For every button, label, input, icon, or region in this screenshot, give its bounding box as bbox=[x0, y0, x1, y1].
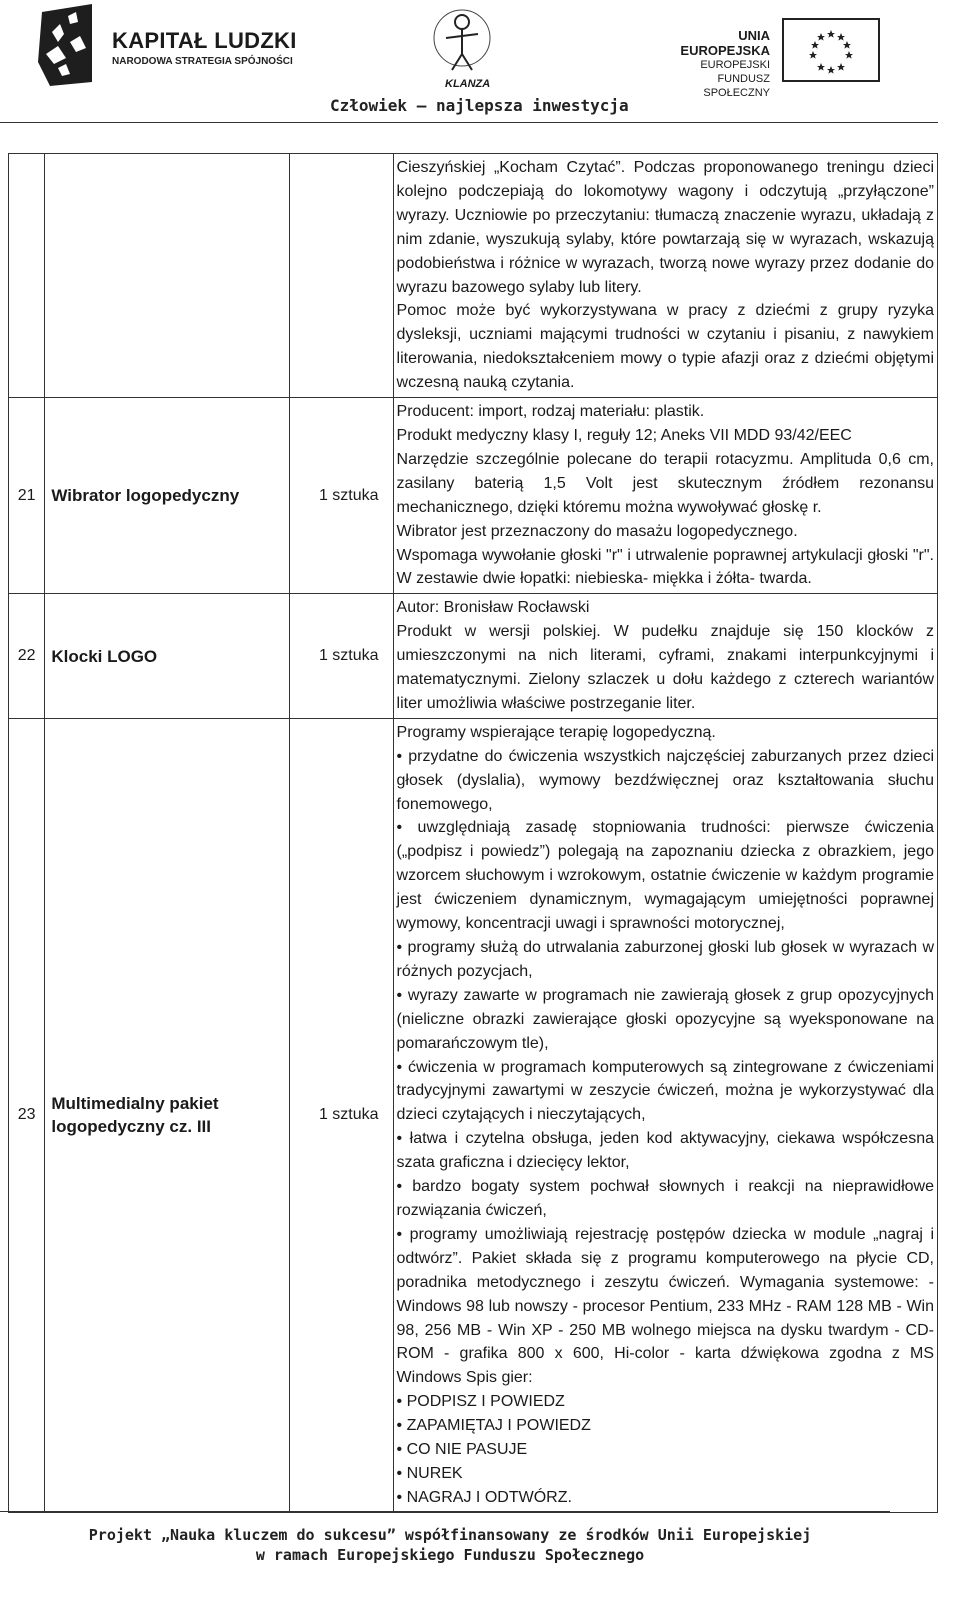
klanza-label: KLANZA bbox=[445, 78, 491, 90]
item-quantity: 1 sztuka bbox=[290, 594, 393, 719]
eu-subtitle-1: EUROPEJSKI bbox=[700, 59, 770, 71]
description-paragraph: • programy umożliwiają rejestrację postępów dziecka w module „nagraj i odtwórz”. Pakiet składa się z programu komputerowego na płycie CD, poradnika metodycznego i zeszytu ćwiczeń. Wymagania systemowe: - Windows 98 lub nowszy - procesor Pentium, 233 MHz - RAM 128 MB - Win 98, 256 MB - Win XP - 250 MB wolnego miejsca na dysku twardym - CD-ROM - grafika 800 x 600, Hi-color - karta dźwiękowa zgodna z MS Windows Spis gier: bbox=[396, 1225, 934, 1387]
description-paragraph: Wibrator jest przeznaczony do masażu logopedycznego. bbox=[396, 522, 798, 540]
description-list-item: • PODPISZ I POWIEDZ bbox=[396, 1393, 565, 1411]
page-header bbox=[0, 0, 960, 125]
description-paragraph: • bardzo bogaty system pochwał słownych i reakcji na nieprawidłowe rozwiązania ćwiczeń, bbox=[396, 1178, 934, 1219]
description-list-item: • NUREK bbox=[396, 1464, 463, 1482]
table-row bbox=[9, 718, 938, 1512]
row-number: 23 bbox=[9, 718, 45, 1512]
description-paragraph: Produkt w wersji polskiej. W pudełku znajduje się 150 klocków z umieszczonymi na nich literami, cyframi, znakami interpunkcyjnymi i matematycznymi. Zielony szlaczek u dołu każdego z czterech wariantów liter umożliwia właściwe postrzeganie liter. bbox=[396, 623, 934, 712]
description-paragraph: Producent: import, rodzaj materiału: plastik. bbox=[396, 403, 705, 421]
eu-flag-icon bbox=[782, 18, 880, 82]
footer-line-2: w ramach Europejskiego Funduszu Społecznego bbox=[255, 1546, 645, 1564]
item-name: Wibrator logopedyczny bbox=[45, 398, 290, 594]
table-row bbox=[9, 398, 938, 594]
kapital-ludzki-logo-icon bbox=[36, 2, 98, 86]
eu-title: UNIA EUROPEJSKA bbox=[680, 28, 770, 58]
kapital-ludzki-title: KAPITAŁ LUDZKI bbox=[112, 28, 297, 53]
description-paragraph: • programy służą do utrwalania zaburzonej głoski lub głosek w wyrazach w różnych pozycjach, bbox=[396, 939, 934, 980]
description-paragraph: Pomoc może być wykorzystywana w pracy z dziećmi z grupy ryzyka dysleksji, uczniami mającymi trudności w czytaniu i pisaniu, z nawykiem literowania, niedokształceniem mowy o typie afazji oraz z dziećmi objętymi wczesną nauką czytania. bbox=[396, 302, 934, 392]
page-footer bbox=[0, 1525, 900, 1565]
footer-divider bbox=[0, 1511, 890, 1512]
item-description bbox=[393, 718, 937, 1512]
description-list-item: • CO NIE PASUJE bbox=[396, 1441, 528, 1459]
description-paragraph: • łatwa i czytelna obsługa, jeden kod aktywacyjny, ciekawa współczesna szata graficzna i dziecięcy lektor, bbox=[396, 1130, 934, 1172]
description-paragraph: Programy wspierające terapię logopedyczną. bbox=[396, 723, 716, 741]
eu-subtitle-2: FUNDUSZ SPOŁECZNY bbox=[703, 73, 770, 99]
item-description bbox=[393, 398, 937, 594]
description-paragraph: Autor: Bronisław Rocławski bbox=[396, 599, 590, 617]
specification-table bbox=[8, 153, 938, 1513]
item-quantity: 1 sztuka bbox=[290, 718, 393, 1512]
table-row bbox=[9, 594, 938, 719]
description-paragraph: Cieszyńskiej „Kocham Czytać”. Podczas proponowanego treningu dzieci kolejno podczepiają do lokomotywy wagony i odczytują „przyłączone” wyrazy. Uczniowie po przeczytaniu: tłumaczą znaczenie wyrazu, układają z nim zdanie, wyszukują sylaby, które powtarzają się w wyrazach, wskazują podobieństwa i różnice w wyrazach, tworzą nowe wyrazy przez dodanie do wyrazu bazowego sylaby lub litery. bbox=[396, 159, 934, 296]
item-name bbox=[45, 154, 290, 398]
description-paragraph: Produkt medyczny klasy I, reguły 12; Aneks VII MDD 93/42/EEC bbox=[396, 426, 852, 444]
row-number bbox=[9, 154, 45, 398]
item-quantity: 1 sztuka bbox=[290, 398, 393, 594]
header-divider bbox=[0, 122, 938, 123]
item-description bbox=[393, 594, 937, 719]
description-list-item: • NAGRAJ I ODTWÓRZ. bbox=[396, 1488, 572, 1506]
footer-line-1: Projekt „Nauka kluczem do sukcesu” współfinansowany ze środków Unii Europejskiej bbox=[88, 1526, 812, 1544]
kapital-ludzki-wordmark bbox=[112, 28, 297, 67]
description-paragraph: • przydatne do ćwiczenia wszystkich najczęściej zaburzanych przez dzieci głosek (dyslalia), wymowy bezdźwięcznej oraz kształtowania słuchu fonemowego, bbox=[396, 747, 934, 813]
item-name: Klocki LOGO bbox=[45, 594, 290, 719]
header-motto: Człowiek – najlepsza inwestycja bbox=[330, 96, 629, 115]
description-paragraph: Wspomaga wywołanie głoski "r" i utrwalenie poprawnej artykulacji głoski "r". W zestawie dwie łopatki: niebieska- miękka i żółta- twarda. bbox=[396, 546, 934, 588]
eu-wordmark bbox=[648, 28, 770, 100]
item-description bbox=[393, 154, 937, 398]
description-paragraph: Narzędzie szczególnie polecane do terapii rotacyzmu. Amplituda 0,6 cm, zasilany baterią 1,5 Volt jest skutecznym źródłem rezonansu mechanicznego, dzięki któremu można wywoływać głoskę r. bbox=[396, 450, 934, 516]
description-paragraph: • ćwiczenia w programach komputerowych są zintegrowane z ćwiczeniami tradycyjnymi zawartymi w zeszycie ćwiczeń, można je wykorzystywać dla dzieci czytających i nieczytających, bbox=[396, 1058, 934, 1124]
row-number: 21 bbox=[9, 398, 45, 594]
table-row bbox=[9, 154, 938, 398]
item-name: Multimedialny pakiet logopedyczny cz. III bbox=[45, 718, 290, 1512]
kapital-ludzki-subtitle: NARODOWA STRATEGIA SPÓJNOŚCI bbox=[112, 56, 293, 67]
row-number: 22 bbox=[9, 594, 45, 719]
description-list-item: • ZAPAMIĘTAJ I POWIEDZ bbox=[396, 1417, 591, 1435]
description-paragraph: • uwzględniają zasadę stopniowania trudności: pierwsze ćwiczenia („podpisz i powiedz”) polegają na zapoznaniu dziecka z obrazkiem, jego wzorcem słuchowym i wzrokowym, ostatnie ćwiczenie w każdym programie jest ćwiczeniem dynamicznym, wymagającym umiejętności poprawnej wymowy, koncentracji uwagi i sprawności motorycznej, bbox=[396, 819, 934, 933]
description-paragraph: • wyrazy zawarte w programach nie zawierają głosek z grup opozycyjnych (nieliczne obrazki zawierające głoski opozycyjne są wyeksponowane na pomarańczowym tle), bbox=[396, 986, 934, 1052]
item-quantity bbox=[290, 154, 393, 398]
